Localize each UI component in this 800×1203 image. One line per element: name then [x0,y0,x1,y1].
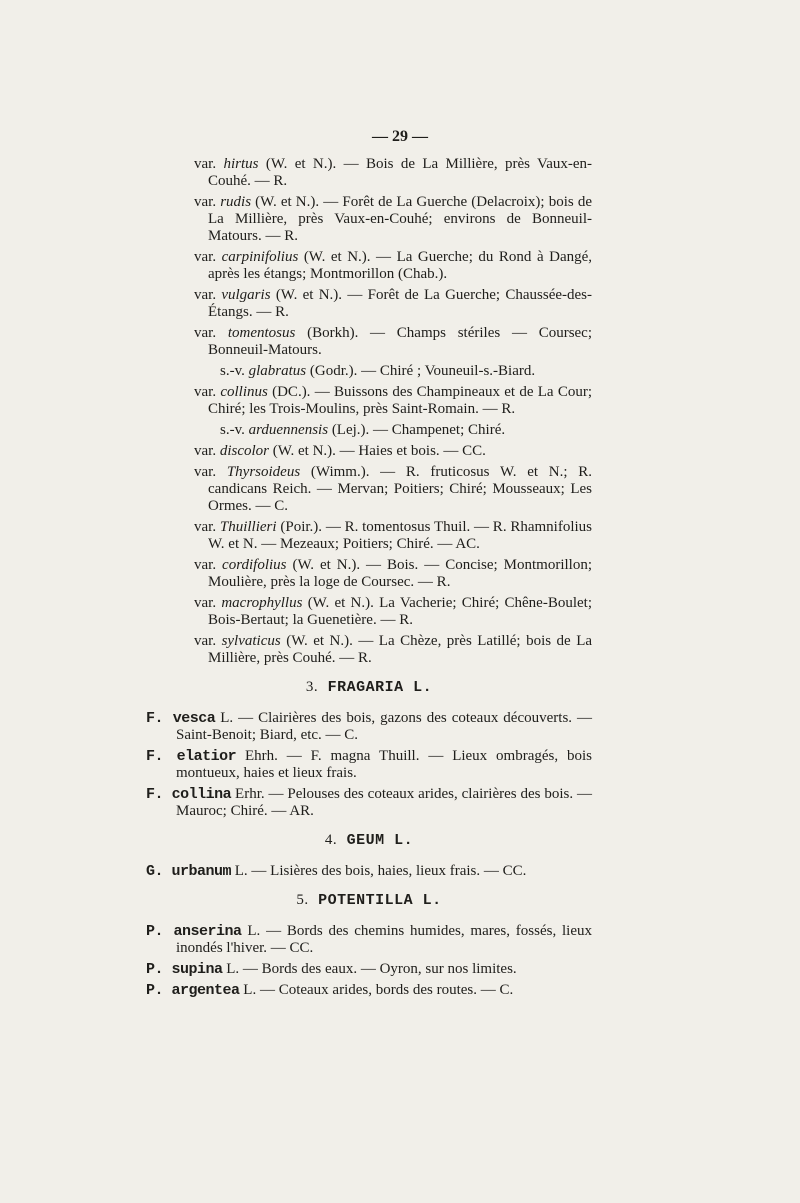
entry-prefix: var. [194,156,217,172]
variety-name: collinus [220,384,268,400]
entry-prefix: var. [194,519,217,535]
entry-prefix: var. [194,464,217,480]
page-number: — 29 — [372,128,428,145]
entry-prefix: var. [194,633,217,649]
subvariety-entry [146,363,592,380]
species-name: F. elatior [146,748,237,765]
genus-heading-potentilla [146,892,592,909]
text-body [146,156,592,1003]
species-text: L. — Lisières des bois, haies, lieux frais. — CC. [234,863,527,879]
entry-prefix: var. [194,557,217,573]
entry-text: (W. et N.). — La Guerche; du Rond à Dangé, après les étangs; Montmorillon (Chab.). [208,249,593,282]
entry-text: (W. et N.). — Forêt de La Guerche (Delacroix); bois de La Millière, près Vaux-en-Couhé; environs de Bonneuil-Matours. — R. [208,194,592,244]
variety-name: vulgaris [221,287,271,303]
entry-text: (W. et N.). — Bois de La Millière, près Vaux-en-Couhé. — R. [208,156,593,189]
species-entry [146,710,592,744]
genus-name: POTENTILLA L. [318,892,442,909]
entry-prefix: var. [194,249,217,265]
variety-name: Thuillieri [219,519,277,535]
variety-name: arduennensis [248,422,329,438]
species-entry [146,863,592,880]
entry-prefix: var. [194,194,217,210]
species-text: L. — Coteaux arides, bords des routes. — C. [243,982,514,998]
species-name: G. urbanum [146,863,232,880]
variety-name: tomentosus [227,325,296,341]
variety-name: sylvaticus [221,633,281,649]
entry-prefix: var. [194,595,217,611]
genus-number: 5. [296,892,309,908]
species-text: L. — Bords des eaux. — Oyron, sur nos limites. [226,961,517,977]
entry-text: (W. et N.). — Bois. — Concise; Montmorillon; Moulière, près la loge de Coursec. — R. [208,557,592,590]
species-text: L. — Clairières des bois, gazons des coteaux découverts. — Saint-Benoit; Biard, etc. — C. [176,710,593,743]
entry-text: (Godr.). — Chiré ; Vouneuil-s.-Biard. [309,363,536,379]
species-name: F. vesca [146,710,216,727]
entry-text: (Lej.). — Champenet; Chiré. [331,422,506,438]
species-text: Ehrh. — F. magna Thuill. — Lieux ombragés, bois montueux, haies et lieux frais. [176,748,592,781]
genus-name: GEUM L. [346,832,414,849]
subvariety-entry [146,422,592,439]
entry-prefix: var. [194,384,217,400]
variety-entry [146,249,592,283]
genus-number: 4. [324,832,338,848]
entry-prefix: var. [194,443,217,459]
species-entry [146,748,592,782]
genus-heading-fragaria [146,679,592,696]
variety-name: rudis [220,194,252,210]
variety-name: macrophyllus [221,595,303,611]
entry-text: (Poir.). — R. tomentosus Thuil. — R. Rhamnifolius W. et N. — Mezeaux; Poitiers; Chiré. — AC. [208,519,593,552]
variety-name: hirtus [223,156,259,172]
variety-entry [146,633,592,667]
species-entry [146,961,592,978]
entry-text: (W. et N.). — Forêt de La Guerche; Chaussée-des-Étangs. — R. [208,287,592,320]
entry-prefix: s.-v. [220,422,245,438]
entry-text: (Borkh). — Champs stériles — Coursec; Bonneuil-Matours. [208,325,593,358]
variety-name: glabratus [248,363,307,379]
species-entry [146,982,592,999]
genus-heading-geum [146,832,592,849]
variety-entry [146,156,592,190]
species-text: L. — Bords des chemins humides, mares, fossés, lieux inondés l'hiver. — CC. [176,923,592,956]
variety-name: discolor [219,443,269,459]
variety-entry [146,287,592,321]
species-entry [146,786,592,820]
entry-text: (W. et N.). La Vacherie; Chiré; Chêne-Boulet; Bois-Bertaut; la Guenetière. — R. [208,595,592,628]
species-name: P. argentea [146,982,240,999]
entry-prefix: s.-v. [220,363,245,379]
variety-entry [146,464,592,515]
variety-entry [146,519,592,553]
variety-name: carpinifolius [221,249,299,265]
entry-text: (W. et N.). — Haies et bois. — CC. [272,443,486,459]
variety-name: Thyrsoideus [226,464,301,480]
entry-text: (Wimm.). — R. fruticosus W. et N.; R. candicans Reich. — Mervan; Poitiers; Chiré; Mousseaux; Les Ormes. — C. [208,464,593,514]
species-text: Erhr. — Pelouses des coteaux arides, clairières des bois. — Mauroc; Chiré. — AR. [176,786,592,819]
entry-prefix: var. [194,325,217,341]
variety-entry [146,443,592,460]
species-name: P. anserina [146,923,242,940]
species-name: F. collina [146,786,232,803]
variety-entry [146,194,592,245]
entry-text: (DC.). — Buissons des Champineaux et de La Cour; Chiré; les Trois-Moulins, près Saint-Romain. — R. [208,384,593,417]
variety-entry [146,595,592,629]
species-name: P. supina [146,961,223,978]
variety-entry [146,325,592,359]
genus-name: FRAGARIA L. [327,679,433,696]
genus-number: 3. [305,679,319,695]
entry-prefix: var. [194,287,217,303]
entry-text: (W. et N.). — La Chèze, près Latillé; bois de La Millière, près Couhé. — R. [208,633,593,666]
variety-entry [146,557,592,591]
variety-entry [146,384,592,418]
species-entry [146,923,592,957]
variety-name: cordifolius [222,557,287,573]
